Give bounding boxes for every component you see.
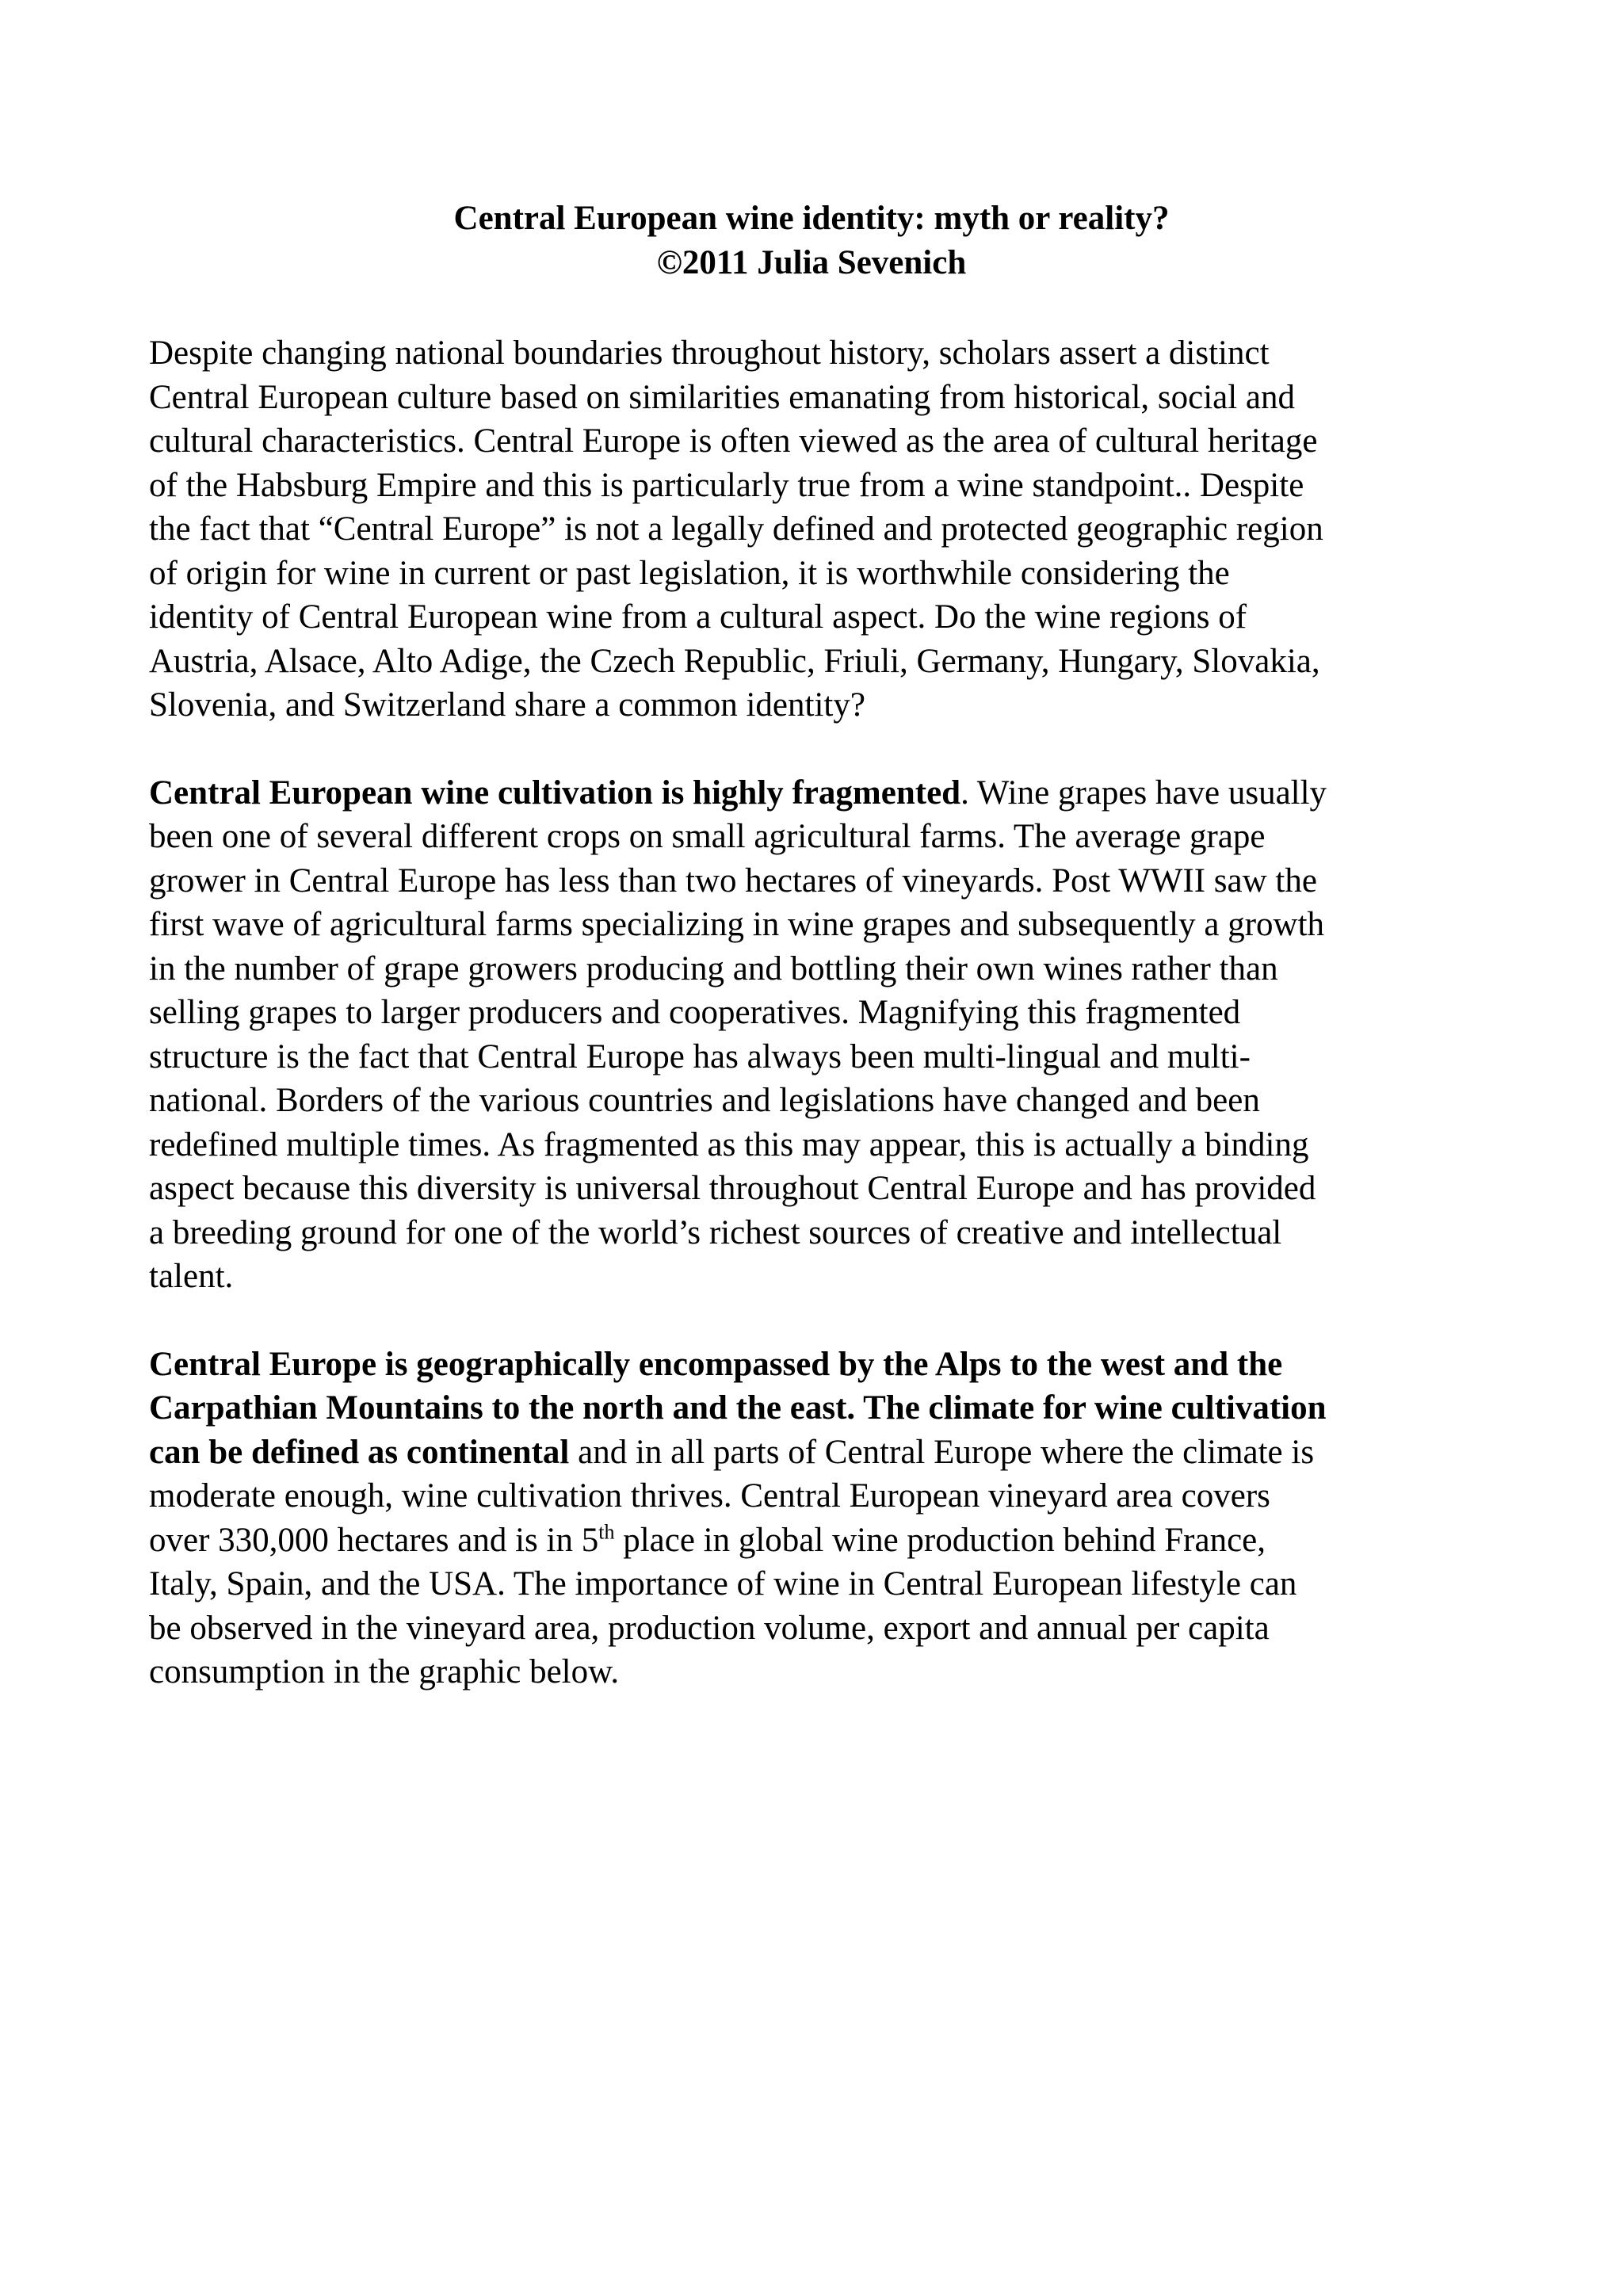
paragraph-line: moderate enough, wine cultivation thrives. Central European vineyard area covers [149, 1477, 1270, 1515]
paragraph-line: national. Borders of the various countries and legislations have changed and been [149, 1082, 1260, 1119]
paragraph-line: Central European culture based on similarities emanating from historical, social and [149, 378, 1296, 416]
paragraph-line: structure is the fact that Central Europe has always been multi-lingual and multi- [149, 1037, 1251, 1075]
paragraph-line: be observed in the vineyard area, production volume, export and annual per capita [149, 1609, 1270, 1647]
sup-after: place in global wine production behind France, [614, 1521, 1266, 1559]
paragraph-line: selling grapes to larger producers and cooperatives. Magnifying this fragmented [149, 994, 1241, 1031]
paragraph-line: the fact that “Central Europe” is not a legally defined and protected geographic region [149, 510, 1323, 548]
paragraph-line: Slovenia, and Switzerland share a common identity? [149, 686, 865, 724]
paragraph-line: aspect because this diversity is universal throughout Central Europe and has provided [149, 1170, 1316, 1207]
paragraph-line: in the number of grape growers producing and bottling their own wines rather than [149, 949, 1278, 988]
paragraph-line: redefined multiple times. As fragmented as this may appear, this is actually a binding [149, 1125, 1309, 1163]
paragraph-line [149, 1519, 1496, 1563]
paragraph-line: first wave of agricultural farms specializing in wine grapes and subsequently a growth [149, 906, 1325, 943]
paragraph-line: cultural characteristics. Central Europe is often viewed as the area of cultural heritage [149, 422, 1318, 460]
lead-rest: . Wine grapes have usually [960, 774, 1327, 812]
paragraph-line: Austria, Alsace, Alto Adige, the Czech Republic, Friuli, Germany, Hungary, Slovakia, [149, 642, 1320, 680]
paragraph-line: a breeding ground for one of the world’s richest sources of creative and intellectual [149, 1213, 1282, 1251]
title-block [0, 197, 1623, 285]
body-text [149, 331, 1496, 1738]
paragraph-line: grower in Central Europe has less than two hectares of vineyards. Post WWII saw the [149, 861, 1317, 900]
document-byline: ©2011 Julia Sevenich [656, 244, 967, 281]
paragraph-line: identity of Central European wine from a cultural aspect. Do the wine regions of [149, 598, 1247, 636]
bold-phrase: can be defined as continental [149, 1433, 570, 1471]
paragraph-line: Italy, Spain, and the USA. The importance of wine in Central European lifestyle can [149, 1565, 1297, 1603]
paragraph-1 [149, 331, 1496, 728]
paragraph-line: talent. [149, 1258, 234, 1295]
bold-lead: Central European wine cultivation is highly fragmented [149, 774, 961, 812]
paragraph-line: of the Habsburg Empire and this is particularly true from a wine standpoint.. Despite [149, 466, 1304, 504]
sup-before: over 330,000 hectares and is in 5 [149, 1521, 599, 1559]
paragraph-3 [149, 1343, 1496, 1694]
paragraph-line: been one of several different crops on small agricultural farms. The average grape [149, 818, 1266, 855]
paragraph-line [149, 771, 1496, 816]
phrase-rest: and in all parts of Central Europe where the climate is [569, 1433, 1315, 1471]
paragraph-line [149, 1431, 1496, 1475]
document-title: Central European wine identity: myth or reality? [453, 200, 1170, 237]
paragraph-line: Despite changing national boundaries throughout history, scholars assert a distinct [149, 334, 1270, 372]
paragraph-line: Carpathian Mountains to the north and the east. The climate for wine cultivation [149, 1389, 1327, 1427]
superscript: th [598, 1520, 615, 1544]
paragraph-2 [149, 771, 1496, 1299]
paragraph-line: Central Europe is geographically encompassed by the Alps to the west and the [149, 1345, 1283, 1383]
paragraph-line: consumption in the graphic below. [149, 1653, 620, 1690]
paragraph-line: of origin for wine in current or past legislation, it is worthwhile considering the [149, 554, 1230, 592]
